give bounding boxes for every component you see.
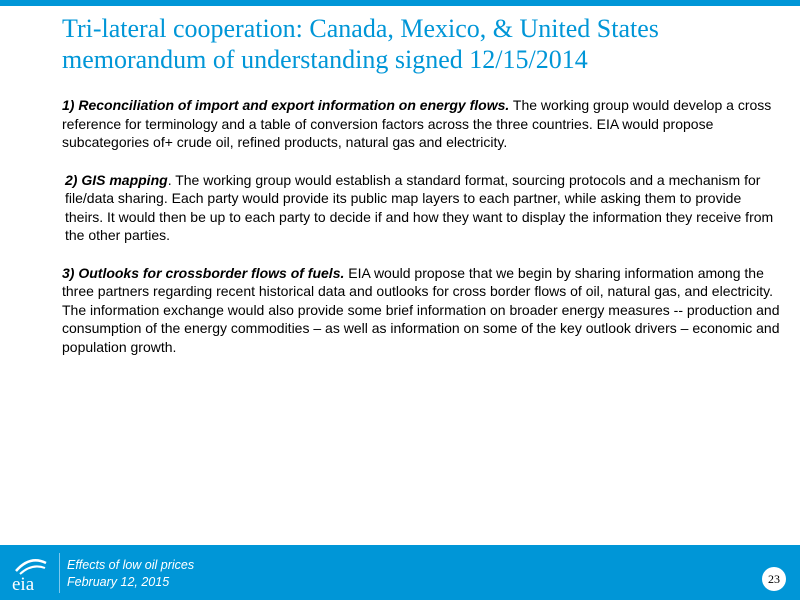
logo-text: eia [12,574,35,595]
paragraph-energy-flows [62,96,782,152]
paragraph-lead: 1) Reconciliation of import and export information on energy flows. [62,97,510,113]
paragraph-text: . The working group would establish a standard format, sourcing protocols and a mechanism for file/data sharing. Each party would provide its public map layers to each partner, while asking them to provide theirs. It would then be up to each party to decide if and how they want to display the information they receive from the other parties. [65,171,774,243]
paragraph-lead: 3) Outlooks for crossborder flows of fuels. [62,264,345,281]
slide-body [62,96,782,375]
logo-arc-outer [16,560,46,571]
paragraph-text: EIA would propose that we begin by sharing information among the three partners regarding recent historical data and outlooks for cross border flows of oil, natural gas, and electricity. The information exchange would also provide some brief information on broader energy measures -- production and consumption of the energy commodities – as well as information on some of the key outlook drivers – economic and population growth. [62,264,780,355]
footer-divider [59,553,60,593]
slide-title-line-2: memorandum of understanding signed 12/15/2014 [62,45,588,74]
paragraph-text: The working group would develop a cross reference for terminology and a table of conversion factors across the three countries. EIA would propose subcategories of+ crude oil, refined products, natural gas and electricity. [62,97,772,150]
eia-logo [8,553,52,595]
logo-arc-inner [20,566,45,574]
slide-title-line-1: Tri-lateral cooperation: Canada, Mexico, & United States [62,14,659,43]
page-number-badge: 23 [762,567,786,591]
presentation-date: February 12, 2015 [67,575,170,589]
paragraph-gis-mapping [65,171,782,245]
presentation-title: Effects of low oil prices [67,558,195,572]
paragraph-lead: 2) GIS mapping [65,171,168,188]
paragraph-crossborder-outlooks [62,264,782,357]
top-accent-bar [0,0,800,6]
slide-footer [0,545,800,600]
slide-title [62,13,782,75]
